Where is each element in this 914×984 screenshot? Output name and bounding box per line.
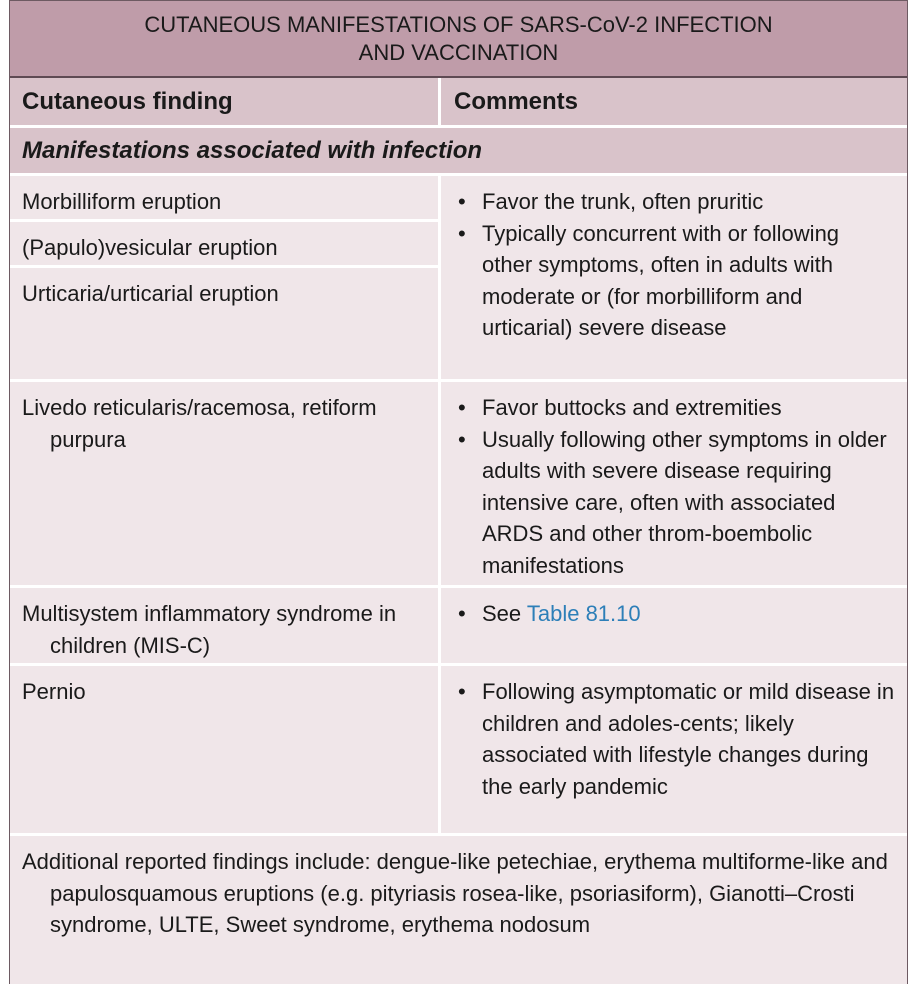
finding-livedo: Livedo reticularis/racemosa, retiform purpura bbox=[22, 395, 377, 452]
comments-list bbox=[454, 186, 895, 344]
column-header-row bbox=[10, 78, 907, 128]
comments-list bbox=[454, 676, 895, 802]
finding-cell bbox=[10, 588, 441, 663]
column-header-comments: Comments bbox=[454, 87, 579, 115]
table-row bbox=[10, 666, 907, 836]
finding-urticaria: Urticaria/urticarial eruption bbox=[22, 281, 279, 306]
comments-cell bbox=[441, 666, 907, 833]
table-row bbox=[10, 588, 907, 666]
column-header-finding: Cutaneous finding bbox=[10, 78, 441, 125]
finding-cell bbox=[10, 176, 441, 379]
table-81-10-link[interactable]: Table 81.10 bbox=[526, 601, 641, 626]
footer-note-text: Additional reported findings include: dengue-like petechiae, erythema multiforme-like and papulosquamous eruptions (e.g. pityriasis rosea-like, psoriasiform), Gianotti–Crosti syndrome, ULTE, Sweet syndrome, erythema nodosum bbox=[22, 849, 888, 937]
finding-cell bbox=[10, 666, 441, 833]
see-prefix: See bbox=[482, 601, 527, 626]
finding-cell bbox=[10, 382, 441, 585]
finding-morbilliform: Morbilliform eruption bbox=[10, 176, 438, 222]
comment-item: • Favor buttocks and extremities bbox=[454, 392, 895, 424]
comments-cell bbox=[441, 176, 907, 379]
footer-note bbox=[10, 836, 907, 941]
comments-cell bbox=[441, 588, 907, 663]
finding-mis-c: Multisystem inflammatory syndrome in children (MIS-C) bbox=[22, 601, 397, 658]
table-title-line-1: CUTANEOUS MANIFESTATIONS OF SARS-CoV-2 INFECTION bbox=[144, 11, 773, 37]
comments-cell bbox=[441, 382, 907, 585]
comment-item: • Typically concurrent with or following other symptoms, often in adults with moderate or (for morbilliform and urticarial) severe disease bbox=[454, 218, 895, 344]
comment-item bbox=[454, 598, 895, 630]
comment-item: • Favor the trunk, often pruritic bbox=[454, 186, 895, 218]
comment-item: • Following asymptomatic or mild disease in children and adoles-cents; likely associated with lifestyle changes during the early pandemic bbox=[454, 676, 895, 802]
cutaneous-manifestations-table bbox=[9, 0, 908, 984]
comments-list bbox=[454, 598, 895, 630]
table-row bbox=[10, 176, 907, 382]
table-title bbox=[10, 0, 907, 78]
table-title-line-2: AND VACCINATION bbox=[358, 39, 559, 65]
finding-papulovesicular: (Papulo)vesicular eruption bbox=[10, 222, 438, 268]
table-row bbox=[10, 382, 907, 588]
comment-item: • Usually following other symptoms in older adults with severe disease requiring intensive care, often with associated ARDS and other throm-boembolic manifestations bbox=[454, 424, 895, 582]
section-header-infection: Manifestations associated with infection bbox=[10, 128, 907, 176]
comments-list bbox=[454, 392, 895, 581]
finding-pernio: Pernio bbox=[22, 679, 86, 704]
